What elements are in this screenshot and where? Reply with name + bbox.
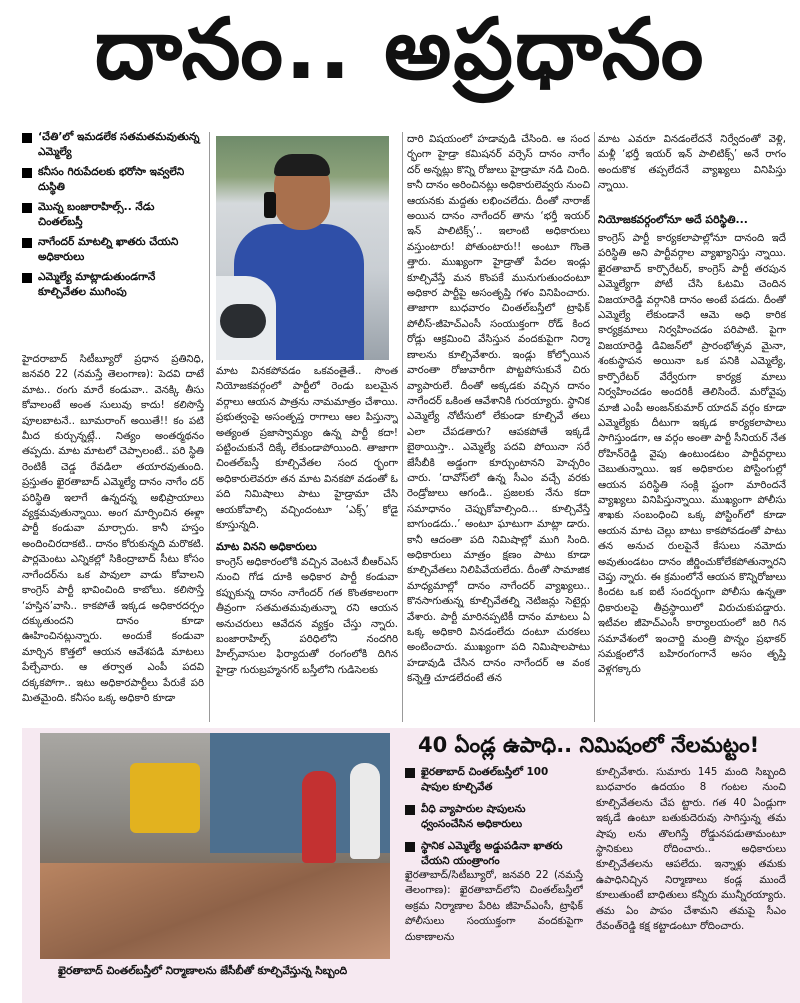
square-bullet-icon: [405, 842, 415, 852]
demolition-photo: [40, 733, 390, 959]
highlight-item: నాగేందర్ మాటల్ని ఖాతరు చేయని అధికారులు: [22, 235, 200, 265]
article-column-3: దారి విషయంలో హడావుడి చేసింది. ఆ సంద ర్భంగా హైడ్రా కమిషనర్ వర్సెస్ దానం నాగేం దర్ అన్నట్లు కొన్ని రోజులు హైడ్రామా నడి చింది. కానీ దానం అరించినట్లు అధికారులెవ్వరు నుంచి ఆయనకు మద్దతు లభించలేదు. దీంతో నారాజ్ అయిన దానం నాగేందర్ తాను ‘భర్తీ ఇయర్ ఇన్ పాలిటిక్స్’.. ఇలాంటి అధికారులు వస్తుంటారు! పోతుంటారు!! అంటూ గొంతె త్తారు. ముఖ్యంగా హైడ్రాతో పేదల ఇండ్లు కూల్చివేస్తే మన కొంపకే మునుగుతుందంటూ అధికార పార్టీపై అసంతృప్తి గళం వినిపించారు. తాజాగా బుధవారం చింతల్‌బస్తీలో ట్రాఫిక్ పోలీస్-జీహెచ్ఎంసీ సంయుక్తంగా రోడ్ కింద రోడ్లు ఆక్రమించి వేసిస్తున వందకుపైగా నిర్మా ణాలను కూల్చివేశారు. ఇండ్లు కోల్పోయిన వారంతా రోజువారీగా పొట్టపోసుకునే చిరు వ్యాపారులే. దీంతో అక్కడకు వచ్చిన దానం నాగేందర్ ఒకింత ఆవేశానికి గురయ్యారు. స్థానిక ఎమ్మెల్యే నోటీసులో లేకుండా కూల్చివే తలు ఎలా చేపడతారు? ఆపకపోతే ఇక్కడే బైఠాయిస్తా.. ఎమ్మెల్యే పదవి పోయినా సరే జేసీబీకి అడ్డంగా కూర్చుంటానని హెచ్చరిం చారు. ‘దావోస్‌లో ఉన్న సీఎం వచ్చే వరకు రెండ్రోజులు ఆగండి.. ప్రజలకు నేను కదా సమాధానం చెప్పుకోవాల్సింది... కూల్చివేస్తే బాగుండదు..’ అంటూ ఘాటుగా మాట్లా డారు. కానీ ఆదంతా పది నిమిషాల్లో ముగి సింది. అధికారులు మాత్రం క్షణం పాటు కూడా కూల్చివేతలు నిలిపివేయలేదు. దీంతో సామాజిక మాధ్యమాల్లో దానం నాగేందర్ వ్యాఖ్యలు.. కొనసాగుతున్న కూల్చివేతల్ని నెటిజన్లు సెటైర్లు వేశారు. పార్టీ మారినప్పటికీ దానం మాటలు ఏ ఒక్క అధికారి వినడంలేదు దంటూ చురకలు అంటించారు. ముఖ్యంగా పది నిమిషాలపాటు హడావుడి చేసిన దానం నాగేందర్ ఆ వంక కన్నెత్తి చూడలేదంటే తన: [407, 134, 590, 685]
photo-hair: [274, 154, 330, 176]
highlight-item: ఎమ్మెల్యే మాట్లాడుతుండగానే కూల్చివేతల ముగింపు: [22, 270, 200, 300]
square-bullet-icon: [22, 168, 32, 178]
highlight-item: స్థానిక ఎమ్మెల్యే అడ్డుపడినా ఖాతరు చేయని యంత్రాంగం: [405, 839, 573, 869]
bottom-column-1: ఖైరతాబాద్/సిటీబ్యూరో, జనవరి 22 (నమస్తే తెలంగాణ): ఖైరతాబాద్‌లోని చింతల్‌బస్తీలో అక్రమ నిర్మాణాల పేరిట జీహెచ్ఎంసీ, ట్రాఫిక్ పోలీసులు సంయుక్తంగా వందకుపైగా దుకాణాలను: [405, 870, 583, 943]
section-head-constituency: నియోజకవర్గంలోనూ అదే పరిస్థితి...: [598, 212, 748, 226]
article-column-1: హైదరాబాద్ సిటీబ్యూరో ప్రధాన ప్రతినిధి, జనవరి 22 (నమస్తే తెలంగాణ): పెదవి దాటే మాట.. రంగు మారే కండువా.. వెనక్కి తీసు కోవాలంటే అంత సులువు కాదు! కలిసొస్తే పూలబాటనే.. బూమరాంగ్ అయితే!! కం పటి మీద కుర్చున్నట్లే.. నిత్యం అంతర్మథనం తప్పదు. మాట మాటలో చెప్పాలంటే.. పరి స్థితి రెంటికీ చెడ్డ రేవడిలా తయారవుతుంది. ప్రస్తుతం ఖైరతాబాద్ ఎమ్మెల్యే దానం నాగేం దర్ పరిస్థితి ఇలాగే ఉన్నదన్న అభిప్రాయాలు వ్యక్తమవుతున్నాయి. అంగ మార్పించిన ఈళ్లా పార్టీ కండువా మార్చారు. కానీ హస్తం అందించిరదాకటి.. దానం కోరుకున్నది మరొకటి. పార్లమెంటు ఎన్నికల్లో సికింద్రాబాద్ సీటు కోసం నాగేందర్‌ను ఒక పావులా వాడు కోవాలని కాంగ్రెస్ పార్టీ భావించింది కాబోలు. కలిసొస్తే ‘హస్తిన’వాసి.. కాకపోతే ఇక్కడ అధికారదర్పం దక్కుతుందని దానం కూడా ఊహించినట్లున్నారు. అందుకే కండువా మార్చిన కొత్తలో ఆయన ఆవేశపడి మాటలు పేల్చేవారు. ఆ తర్వాత ఎంపీ పదవి దక్కకపోగా.. ఇటు అధికారపార్టీలు పేరుకే పరి మితమైంది. కనీసం ఒక్క అధికారి కూడా: [22, 354, 204, 704]
highlight-item: ఖైరతాబాద్ చింతల్‌బస్తీలో 100 షాపుల కూల్చివేత: [405, 765, 573, 795]
photo-jcb: [130, 763, 200, 833]
highlight-item: ‘చేతి’లో ఇమడలేక సతమతమవుతున్న ఎమ్మెల్యే: [22, 130, 200, 160]
photo-person: [350, 763, 380, 859]
mla-photo: [216, 136, 389, 360]
square-bullet-icon: [405, 768, 415, 778]
column-divider: [594, 132, 595, 722]
article-column-4: మాట ఎవరూ వినడంలేదనే నిర్వేదంతో వెళ్లి, మళ్లీ ‘భర్తీ ఇయర్ ఇన్ పాలిటిక్స్’ అనే రాగం అందుకొక తప్పలేదనే వ్యాఖ్యలు వినిపిస్తు న్నాయి. నియోజకవర్గంలోనూ అదే పరిస్థితి... కాంగ్రెస్ పార్టీ కార్యకలాపాల్లోనూ దానంది ఇదే పరిస్థితి అని పార్టీవర్గాల వ్యాఖ్యానిస్తు న్నాయి. ఖైరతాబాద్ కార్పొరేటర్, కాంగ్రెస్ పార్టీ తరపున ఎమ్మెల్యేగా పోటీ చేసి ఓటమి చెందిన విజయారెడ్డి వర్గానికి దానం అంటే పడదు. దీంతో ఎమ్మెల్యే లేకుండానే ఆమె అధి కారిక కార్యక్రమాలు నిర్వహించడం పరిపాటి. పైగా విజయారెడ్డి డివిజన్‌లో ప్రారంభోత్సవ మైనా, శంకుస్థాపన అయినా ఒక పనికి ఎమ్మెల్యే, కార్పొరేటర్ వేర్వేరుగా కార్యక్ర మాలు నిర్వహించడం అందరికీ తెలిసిందే. మరోవైపు మాజీ ఎంపీ అంజన్‌కుమార్ యాదవ్ వర్గం కూడా ఎమ్మెల్యేకు దీటుగా ఇక్కడ కార్యకలాపాలు సాగిస్తుండగా, ఆ వర్గం అంతా పార్టీ సీనియర్ నేత రోహిన్‌రెడ్డి వైపు ఉంటుండటం పార్టీవర్గాలు చెబుతున్నాయి. ఇక అధికారుల పోస్టింగుల్లో ఆయన పరిస్థితి సంక్లి ష్టంగా మారిందనే వ్యాఖ్యలు వినిపిస్తున్నాయి. ముఖ్యంగా పోలీసు శాఖకు సంబంధించి ఒక్క పోస్టింగ్‌లో కూడా ఆయన మాట చెల్లు బాటు కాకపోవడంతో పాటు తన అనుచ రులపైనే కేసులు నమోదు అవుతుండటం దానం జీర్ణించుకోలేకపోతున్నారని చెప్తు న్నారు. ఈ క్రమంలోనే ఆయన కొన్నిరోజులు కిందట ఒక ఐటీ సందర్భంగా పోలీసు ఉన్నతా ధికారులపై తీవ్రస్థాయిలో విరుచుకుపడ్డారు. ఇటీవల జీహెచ్ఎంసీ కార్యాలయంలో జరి గిన సమావేశంలో ఇంచార్జి మంత్రి పొన్నం ప్రభాకర్ సమక్షంలోనే బహిరంగంగానే అసం తృప్తి వెళ్లగక్కారు: [598, 134, 786, 676]
bottom-column-2: కూల్చివేశారు. సుమారు 145 మంది సిబ్బంది బుధవారం ఉదయం 8 గంటల నుంచి కూల్చివేతలను చేప ట్టారు. గత 40 ఏండ్లుగా ఇక్కడే ఉంటూ బతుకుదెరువు సాగిస్తున్న తమ షాపు లను తొలగిస్తే రోడ్డునపడుతామంటూ స్థానికులు రోదించారు.. అధికారులు కూల్చివేతలను ఆపలేదు. ఇన్నాళ్లు తమకు ఉపాధినిచ్చిన నిర్మాణాలు కండ్ల ముందే కూలుతుంటే బాధితులు కన్నీరు మున్నీరయ్యారు. తమ ఏం పాపం చేశామని తమపై సీఎం రేవంత్‌రెడ్డి కక్ష కట్టాడంటూ రోదించారు.: [596, 767, 786, 933]
highlight-item: మొన్న బంజారాహిల్స్.. నేడు చింతల్‌బస్తీ: [22, 200, 200, 230]
bottom-headline: 40 ఏండ్ల ఉపాధి.. నిమిషంలో నేలమట్టం!: [418, 733, 760, 757]
column-divider: [209, 132, 210, 722]
highlight-item: కనీసం గిరుపేదలకు భరోసా ఇవ్వలేని దుస్థితి: [22, 165, 200, 195]
bottom-highlights-list: [405, 765, 573, 876]
column-divider: [402, 132, 403, 722]
photo-person: [302, 771, 336, 863]
highlights-list: [22, 130, 200, 345]
photo-mirror: [220, 304, 266, 338]
square-bullet-icon: [22, 238, 32, 248]
phone-icon: [264, 192, 276, 218]
section-head-officials: మాట వినని అధికారులు: [216, 540, 317, 554]
highlight-item: వీధి వ్యాపారుల షాపులను ధ్వంసంచేసిన అధికారులు: [405, 802, 573, 832]
square-bullet-icon: [22, 133, 32, 143]
square-bullet-icon: [22, 203, 32, 213]
square-bullet-icon: [22, 273, 32, 283]
article-column-2: మాట వినకపోవడం ఒకవంతైతే.. సొంత నియోజకవర్గంలో పార్టీలో రెండు బలమైన వర్గాలు ఆయన పాత్రను నామమాత్రం చేశాయి. ప్రభుత్వంపై అసంతృప్త రాగాలు ఆల పిస్తున్నా అత్యంత ప్రజాస్వామ్యం ఉన్న పార్టీ కదా! పట్టించుకునే దిక్కే లేకుండాపోయింది. తాజాగా చింతల్‌బస్తీ కూల్చివేతల సంద ర్భంగా అధికారులెవరూ తన మాట వినకపో వడంతో ఓ పది నిమిషాలు పాటు హైడ్రామా చేసి ఆయకోవాల్సి వచ్చిందంటూ ‘ఎక్స్’ కోడై కూస్తున్నది. మాట వినని అధికారులు కాంగ్రెస్ అధికారంలోకి వచ్చిన వెంటనే బీఆర్ఎస్ నుంచి గోడ దూకి అధికార పార్టీ కండువా కప్పుకున్న దానం నాగేందర్ గత కొంతకాలంగా తీవ్రంగా సతమతమవుతున్నా రని ఆయన అనుచరులు ఆవేదన వ్యక్తం చేస్తు న్నారు. బంజారాహిల్స్ పరిధిలోని నందగిరి హిల్స్‌వాసుల ఫిర్యాదుతో రంగంలోకి దిగిన హైడ్రా గురుబ్రహ్మనగర్ బస్తీలోని గుడిసెలకు: [216, 366, 398, 676]
square-bullet-icon: [405, 805, 415, 815]
photo-rubble: [40, 863, 390, 959]
headline: దానం.. అప్రధానం: [94, 0, 706, 98]
photo-caption: ఖైరతాబాద్ చింతల్‌బస్తీలో నిర్మాణాలను జేసీబీతో కూల్చివేస్తున్న సిబ్బంది: [58, 965, 348, 977]
